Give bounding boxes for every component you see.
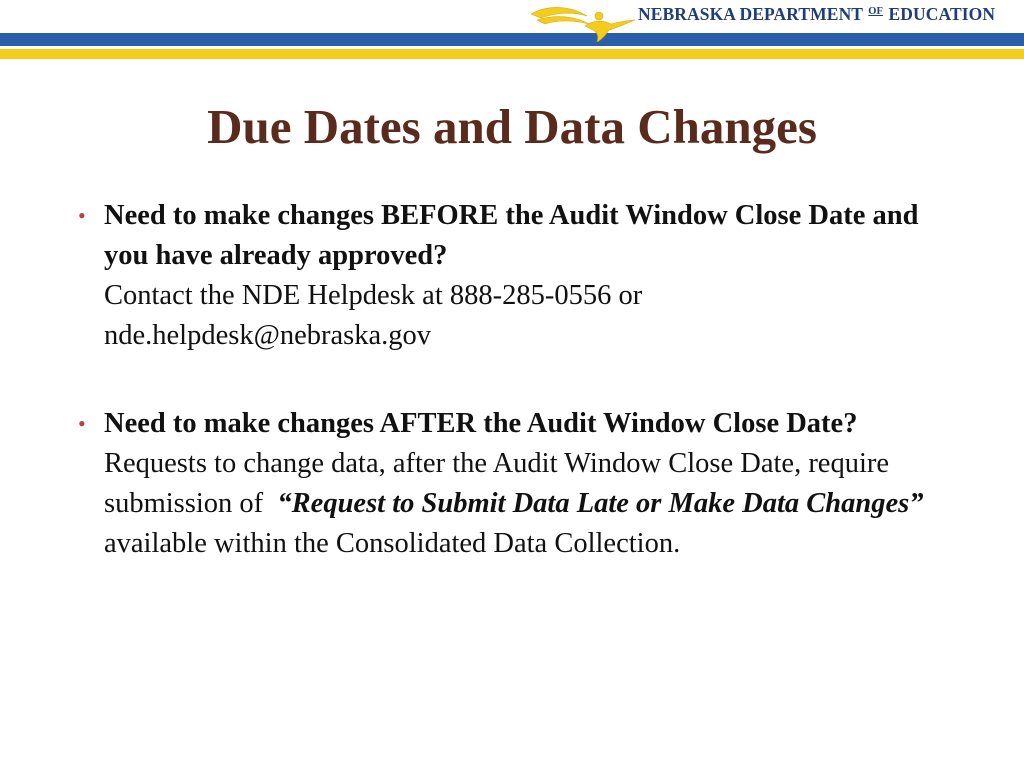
bullet-item-after (78, 404, 938, 564)
org-name-part1: NEBRASKA DEPARTMENT (638, 4, 863, 24)
org-name (638, 4, 995, 25)
org-name-part2: EDUCATION (888, 4, 996, 24)
header-gold-band (0, 49, 1024, 59)
bullet-question: Need to make changes AFTER the Audit Window Close Date? (104, 408, 858, 439)
bullet-answer-part1: Requests to change data, after the Audit Window Close Date, require submission of (104, 448, 890, 519)
bullet-dot-icon: • (78, 411, 86, 436)
bullet-list (78, 196, 938, 564)
header-blue-band (0, 33, 1024, 46)
slide-title: Due Dates and Data Changes (207, 99, 817, 154)
bullet-question: Need to make changes BEFORE the Audit Window Close Date and you have already approved? (104, 200, 919, 271)
bullet-dot-icon: • (78, 203, 86, 228)
form-name-emphasis: “Request to Submit Data Late or Make Data Changes” (277, 488, 924, 519)
bullet-answer (104, 444, 938, 564)
nde-logo-icon (527, 2, 637, 42)
bullet-item-before (78, 196, 938, 356)
bullet-answer-part2: available within the Consolidated Data Collection. (104, 528, 681, 559)
bullet-answer: Contact the NDE Helpdesk at 888-285-0556 or nde.helpdesk@nebraska.gov (104, 280, 643, 351)
org-name-of: OF (868, 6, 884, 17)
header (0, 0, 1024, 62)
